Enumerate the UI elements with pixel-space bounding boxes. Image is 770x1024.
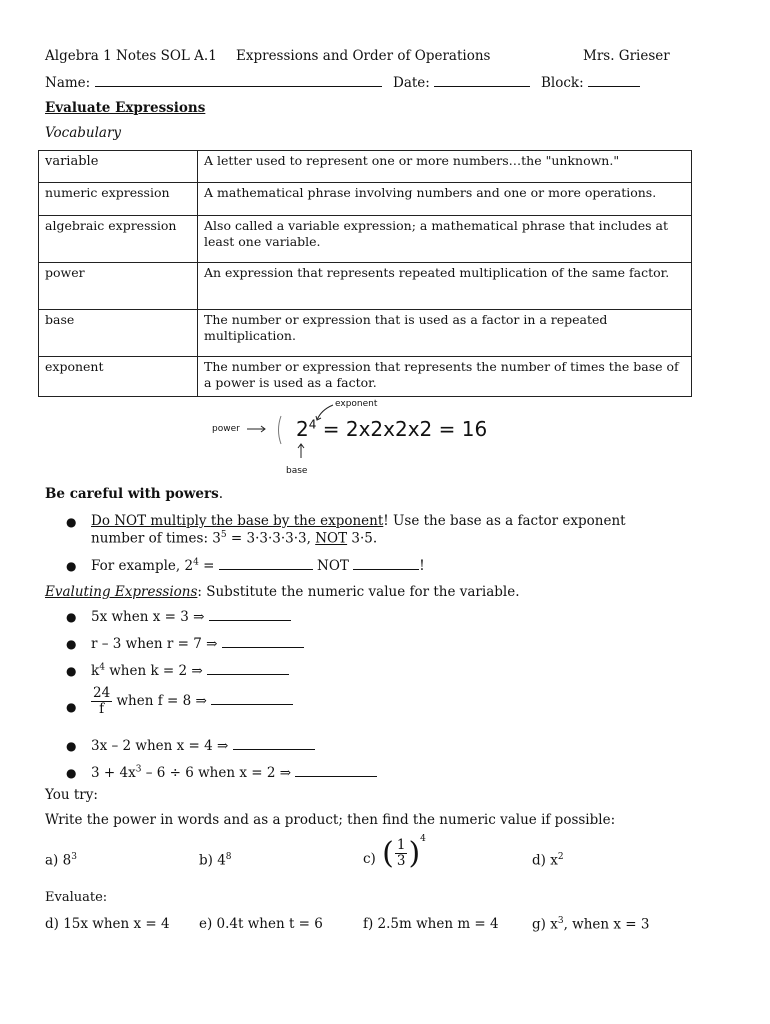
name-field[interactable] [45, 74, 382, 91]
careful-bullet-2 [91, 557, 425, 574]
vocab-term: numeric expression [39, 183, 198, 216]
evaluate-d: d) 15x when x = 4 [45, 916, 170, 932]
evaluate-text: g) x [532, 916, 558, 933]
evaluating-title: Evaluting Expressions [45, 584, 198, 600]
left-paren-icon: ( [382, 836, 394, 871]
vocab-term: exponent [39, 357, 198, 397]
you-try-sup: 8 [225, 852, 232, 862]
evaluate-item [91, 635, 304, 652]
you-try-b [199, 852, 232, 869]
vocab-definition: The number or expression that represents the number of times the base of a power is used as a factor. [198, 357, 692, 397]
careful-sup: 5 [220, 530, 227, 540]
careful-text: NOT [312, 558, 354, 574]
vocab-definition: Also called a variable expression; a mathematical phrase that includes at least one variable. [198, 216, 692, 263]
answer-blank[interactable] [222, 635, 304, 648]
evaluate-item-text: when k = 2 ⇒ [104, 663, 207, 679]
name-label: Name: [45, 75, 91, 91]
teacher-name: Mrs. Grieser [583, 48, 670, 64]
careful-not: NOT [315, 530, 348, 547]
evaluate-item-sup: 3 [135, 764, 142, 775]
evaluating-heading [45, 584, 520, 600]
evaluate-item-text: r – 3 when r = 7 ⇒ [91, 636, 222, 652]
evaluate-item [91, 686, 293, 717]
careful-text: = [198, 558, 219, 574]
course-title: Algebra 1 Notes SOL A.1 [45, 48, 217, 64]
diagram-expansion: = 2x2x2x2 = 16 [322, 417, 488, 441]
careful-bullet-1-warning: Do NOT multiply the base by the exponent [91, 513, 384, 529]
careful-text: = 3·3·3·3·3, [226, 530, 316, 547]
evaluate-item-text: when f = 8 ⇒ [112, 693, 212, 709]
careful-bullet-1-rest: ! Use the base as a factor exponent [383, 513, 626, 529]
diagram-base: 2 [296, 417, 309, 441]
vocab-definition: A mathematical phrase involving numbers and one or more operations. [198, 183, 692, 216]
diagram-equation [296, 417, 487, 441]
diagram-exponent: 4 [308, 417, 317, 432]
careful-heading-text: Be careful with powers [45, 486, 219, 502]
fraction-denominator: 3 [396, 853, 406, 869]
block-blank[interactable] [588, 74, 640, 87]
answer-blank[interactable] [211, 692, 293, 705]
topic-title: Expressions and Order of Operations [236, 48, 491, 64]
evaluate-item [91, 764, 377, 781]
you-try-c [363, 836, 426, 871]
evaluate-e: e) 0.4t when t = 6 [199, 916, 323, 932]
vocab-row [39, 357, 692, 397]
careful-bullet-1-line2 [91, 530, 377, 547]
vocab-definition: An expression that represents repeated multiplication of the same factor. [198, 263, 692, 310]
block-label: Block: [541, 75, 584, 91]
bullet-icon: ● [66, 739, 77, 753]
date-blank[interactable] [434, 74, 530, 87]
fraction [91, 686, 112, 717]
you-try-a [45, 852, 77, 869]
fraction-numerator: 24 [93, 685, 111, 701]
evaluate-item-text: k [91, 663, 100, 679]
evaluate-item-text: 3 + 4x [91, 765, 136, 781]
bracket-icon [279, 416, 282, 444]
careful-bullet-1 [91, 513, 626, 529]
answer-blank[interactable] [295, 764, 377, 777]
careful-heading [45, 486, 223, 502]
you-try-text: d) x [532, 852, 558, 869]
you-try-sup: 4 [420, 834, 426, 844]
you-try-sup: 3 [71, 852, 77, 862]
bullet-icon: ● [66, 559, 77, 573]
vocab-term: variable [39, 151, 198, 183]
evaluate-label: Evaluate: [45, 890, 108, 905]
diagram-base-label: base [286, 466, 308, 476]
vocab-row [39, 183, 692, 216]
bullet-icon: ● [66, 610, 77, 624]
vocab-term: base [39, 310, 198, 357]
bullet-icon: ● [66, 766, 77, 780]
fraction-denominator: f [99, 701, 105, 717]
vocab-row [39, 310, 692, 357]
section-title: Evaluate Expressions [45, 100, 206, 116]
bullet-icon: ● [66, 515, 77, 529]
diagram-power-label: power [212, 424, 240, 434]
date-field[interactable] [393, 74, 530, 91]
evaluate-text: , when x = 3 [563, 916, 650, 933]
date-label: Date: [393, 75, 430, 91]
evaluate-sup: 3 [557, 916, 564, 926]
careful-text: ! [419, 558, 425, 574]
careful-text: number of times: 3 [91, 530, 221, 547]
answer-blank[interactable] [207, 662, 289, 675]
answer-blank[interactable] [233, 737, 315, 750]
evaluate-item-sup: 4 [99, 662, 105, 673]
evaluate-item-text: 3x – 2 when x = 4 ⇒ [91, 738, 233, 754]
answer-blank[interactable] [209, 608, 291, 621]
you-try-text: a) 8 [45, 852, 72, 869]
bullet-icon: ● [66, 700, 77, 714]
you-try-text: c) [363, 850, 376, 867]
vocab-row [39, 216, 692, 263]
evaluate-g [532, 916, 649, 933]
bullet-icon: ● [66, 637, 77, 651]
evaluate-item [91, 608, 291, 625]
careful-sup: 4 [193, 557, 199, 568]
block-field[interactable] [541, 74, 640, 91]
answer-blank[interactable] [353, 557, 419, 570]
careful-heading-period: . [218, 486, 223, 502]
name-blank[interactable] [95, 74, 382, 87]
evaluate-item-text: – 6 ÷ 6 when x = 2 ⇒ [141, 765, 296, 781]
fraction [395, 838, 408, 869]
right-paren-icon: ) [408, 836, 421, 871]
vocab-term: power [39, 263, 198, 310]
you-try-d [532, 852, 564, 869]
careful-text: For example, 2 [91, 558, 194, 574]
you-try-label: You try: [45, 787, 98, 803]
answer-blank[interactable] [219, 557, 313, 570]
evaluate-item [91, 737, 315, 754]
you-try-sup: 2 [557, 852, 564, 862]
you-try-text: b) 4 [199, 852, 226, 869]
vocab-term: algebraic expression [39, 216, 198, 263]
diagram-exponent-label: exponent [335, 399, 378, 409]
vocabulary-table [38, 150, 692, 397]
bullet-icon: ● [66, 664, 77, 678]
you-try-instruction: Write the power in words and as a product; then find the numeric value if possible: [45, 812, 616, 828]
evaluating-instruction: : Substitute the numeric value for the variable. [197, 584, 520, 600]
evaluate-item [91, 662, 289, 679]
evaluate-item-text: 5x when x = 3 ⇒ [91, 609, 209, 625]
fraction-numerator: 1 [396, 837, 406, 853]
vocab-definition: A letter used to represent one or more numbers…the "unknown." [198, 151, 692, 183]
vocab-row [39, 263, 692, 310]
vocab-row [39, 151, 692, 183]
careful-text: 3·5. [347, 530, 378, 547]
vocab-definition: The number or expression that is used as a factor in a repeated multiplication. [198, 310, 692, 357]
vocab-heading: Vocabulary [45, 125, 122, 141]
evaluate-f: f) 2.5m when m = 4 [363, 916, 499, 932]
